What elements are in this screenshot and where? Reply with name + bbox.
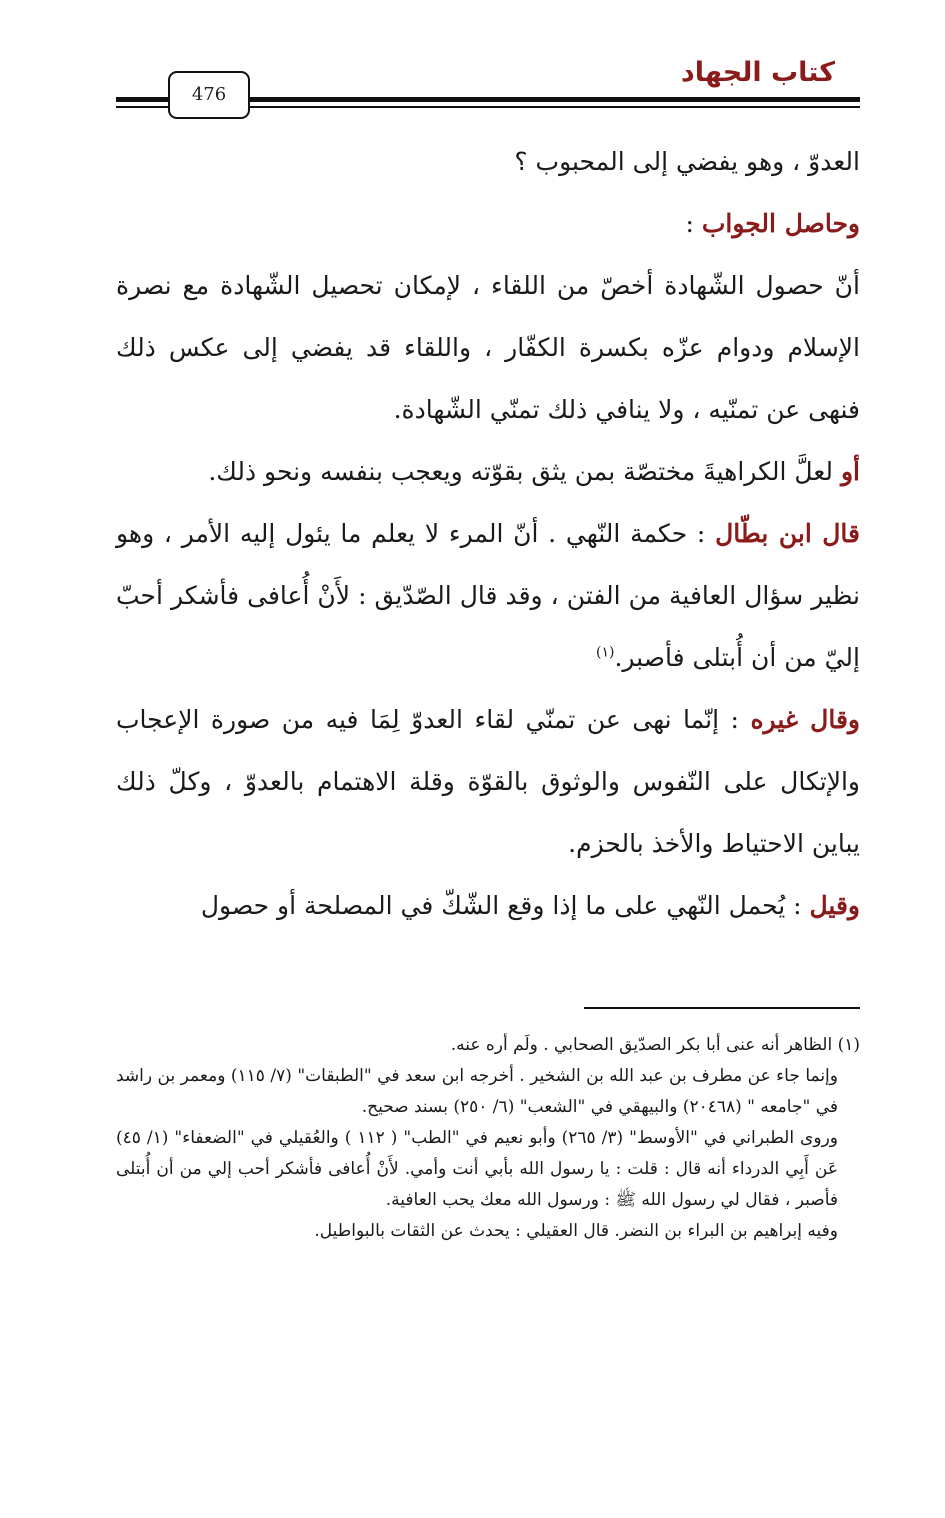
or-label: أو	[840, 457, 860, 486]
footnote-1-hadith: وروى الطبراني في "الأوسط" (٣/ ٢٦٥) وأبو نعيم في "الطب" ( ١١٢ ) والعُقيلي في "الضعفاء" (١/ ٤٥) عَن أَبِي الدرداء أنه قال : قلت : يا رسول الله بأبي أنت وأمي. لأَنْ أُعافى فأشكر أحب إلي من أن أُبتلى فأصبر ، فقال لي رسول الله ﷺ : ورسول الله معك يحب العافية.	[116, 1128, 838, 1210]
paragraph-qeel-text: : يُحمل النّهي على ما إذا وقع الشّكّ في المصلحة أو حصول	[200, 891, 810, 920]
answer-colon: :	[685, 209, 702, 238]
footnote-1: (١) الظاهر أنه عنى أبا بكر الصدّيق الصحابي . ولَم أره عنه.	[450, 1035, 860, 1055]
footnote-separator	[584, 1007, 860, 1009]
main-text	[116, 131, 860, 937]
footnote-1-source: وإنما جاء عن مطرف بن عبد الله بن الشخير . أخرجه ابن سعد في "الطبقات" (٧/ ١١٥) ومعمر بن راشد في "جامعه " (٢٠٤٦٨) والبيهقي في "الشعب" (٦/ ٢٥٠) بسند صحيح.	[116, 1066, 838, 1117]
paragraph-others	[116, 689, 860, 875]
qeel-label: وقيل	[809, 891, 860, 920]
answer-heading	[116, 193, 860, 255]
paragraph-others-text: : إنّما نهى عن تمنّي لقاء العدوّ لِمَا فيه من صورة الإعجاب والإتكال على النّفوس والوثوق بالقوّة وقلة الاهتمام بالعدوّ ، وكلّ ذلك يباين الاحتياط والأخذ بالحزم.	[116, 705, 860, 858]
page-number: 476	[168, 71, 250, 119]
paragraph-or-text: لعلَّ الكراهيةَ مختصّة بمن يثق بقوّته ويعجب بنفسه ونحو ذلك.	[208, 457, 841, 486]
paragraph-ibn-battal-text: : حكمة النّهي . أنّ المرء لا يعلم ما يئول إليه الأمر ، وهو نظير سؤال العافية من الفتن ، وقد قال الصّدّيق : لأَنْ أُعافى فأشكر أحبّ إليّ من أن أُبتلى فأصبر.	[116, 519, 860, 672]
paragraph-answer: أنّ حصول الشّهادة أخصّ من اللقاء ، لإمكان تحصيل الشّهادة مع نصرة الإسلام ودوام عزّه بكسرة الكفّار ، واللقاء قد يفضي إلى عكس ذلك فنهى عن تمنّيه ، ولا ينافي ذلك تمنّي الشّهادة.	[116, 271, 860, 424]
ibn-battal-label: قال ابن بطّال	[715, 519, 860, 548]
answer-label: وحاصل الجواب	[701, 209, 860, 238]
paragraph-or	[116, 441, 860, 503]
paragraph-qeel	[116, 875, 860, 937]
footnote-1-grading: وفيه إبراهيم بن البراء بن النضر. قال العقيلي : يحدث عن الثقات بالبواطيل.	[314, 1221, 838, 1241]
continuation-line: العدوّ ، وهو يفضي إلى المحبوب ؟	[514, 147, 860, 176]
others-label: وقال غيره	[750, 705, 860, 734]
paragraph-ibn-battal	[116, 503, 860, 689]
footnote-marker: (١)	[595, 644, 615, 661]
footnotes	[116, 1030, 860, 1247]
book-title: كتاب الجهاد	[680, 57, 835, 88]
